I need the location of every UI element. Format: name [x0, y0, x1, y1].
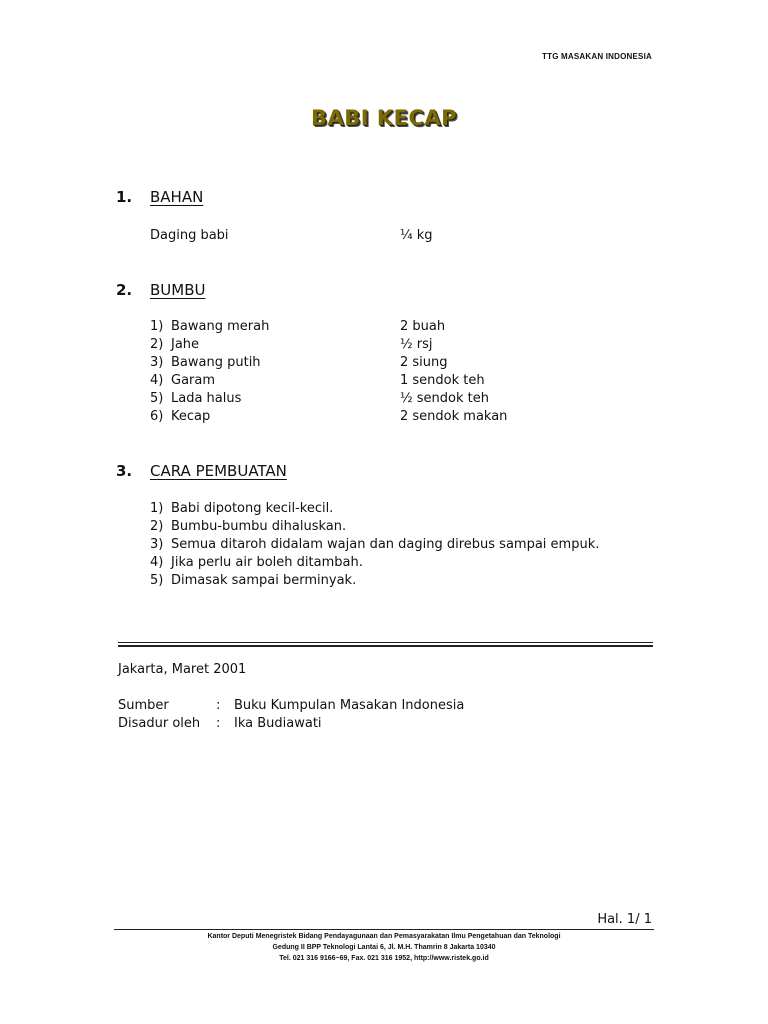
section-title-cara: CARA PEMBUATAN [150, 462, 287, 480]
step-number: 1) [150, 501, 164, 516]
section-number-cara: 3. [116, 462, 133, 480]
footer-line-1: Kantor Deputi Menegristek Bidang Pendayagunaan dan Pemasyarakatan Ilmu Pengetahuan dan Teknologi [207, 933, 561, 940]
step-row [150, 537, 670, 555]
spice-qty: ½ sendok teh [400, 391, 489, 406]
recipe-title: BABI KECAP [310, 106, 458, 130]
spice-number: 6) [150, 409, 164, 424]
divider-line [118, 645, 653, 647]
ingredient-qty: ¼ kg [400, 228, 433, 243]
source-value: Buku Kumpulan Masakan Indonesia [234, 698, 465, 713]
step-row [150, 501, 670, 519]
section-title-bahan: BAHAN [150, 188, 204, 206]
spice-row [150, 355, 670, 373]
divider-line [118, 642, 653, 643]
source-label: Sumber [118, 698, 169, 713]
spice-name: Bawang putih [171, 355, 261, 370]
spice-number: 4) [150, 373, 164, 388]
spice-row [150, 319, 670, 337]
adapter-value: Ika Budiawati [234, 716, 322, 731]
ingredient-name: Daging babi [150, 228, 229, 243]
spice-qty: 2 buah [400, 319, 446, 334]
spice-row [150, 337, 670, 355]
step-row [150, 555, 670, 573]
spice-number: 1) [150, 319, 164, 334]
spice-name: Jahe [171, 337, 200, 352]
step-number: 4) [150, 555, 164, 570]
ingredient-row [150, 228, 670, 246]
step-text: Semua ditaroh didalam wajan dan daging direbus sampai empuk. [171, 537, 600, 552]
spice-name: Lada halus [171, 391, 242, 406]
footer-line-3: Tel. 021 316 9166~69, Fax. 021 316 1952, http://www.ristek.go.id [279, 955, 489, 962]
step-text: Bumbu-bumbu dihaluskan. [171, 519, 347, 534]
adapter-label: Disadur oleh [118, 716, 201, 731]
spice-number: 2) [150, 337, 164, 352]
section-number-bahan: 1. [116, 188, 133, 206]
section-number-bumbu: 2. [116, 281, 133, 299]
adapter-colon: : [216, 716, 221, 731]
step-number: 3) [150, 537, 164, 552]
spice-row [150, 391, 670, 409]
section-title-bumbu: BUMBU [150, 281, 206, 299]
step-number: 2) [150, 519, 164, 534]
step-row [150, 573, 670, 591]
page-number: Hal. 1/ 1 [597, 912, 652, 927]
spice-qty: 2 sendok makan [400, 409, 508, 424]
spice-qty: 1 sendok teh [400, 373, 485, 388]
spice-name: Bawang merah [171, 319, 270, 334]
step-number: 5) [150, 573, 164, 588]
footer-line [114, 929, 654, 930]
step-text: Babi dipotong kecil-kecil. [171, 501, 334, 516]
spice-name: Kecap [171, 409, 211, 424]
place-date: Jakarta, Maret 2001 [118, 662, 247, 677]
source-colon: : [216, 698, 221, 713]
adapter-row [118, 716, 638, 734]
step-text: Jika perlu air boleh ditambah. [171, 555, 363, 570]
step-text: Dimasak sampai berminyak. [171, 573, 357, 588]
header-label: TTG MASAKAN INDONESIA [542, 52, 652, 61]
spice-number: 3) [150, 355, 164, 370]
step-row [150, 519, 670, 537]
footer-line-2: Gedung II BPP Teknologi Lantai 6, Jl. M.H. Thamrin 8 Jakarta 10340 [272, 944, 496, 951]
spice-qty: 2 siung [400, 355, 448, 370]
spice-name: Garam [171, 373, 216, 388]
spice-row [150, 409, 670, 427]
spice-number: 5) [150, 391, 164, 406]
spice-qty: ½ rsj [400, 337, 433, 352]
source-row [118, 698, 638, 716]
spice-row [150, 373, 670, 391]
